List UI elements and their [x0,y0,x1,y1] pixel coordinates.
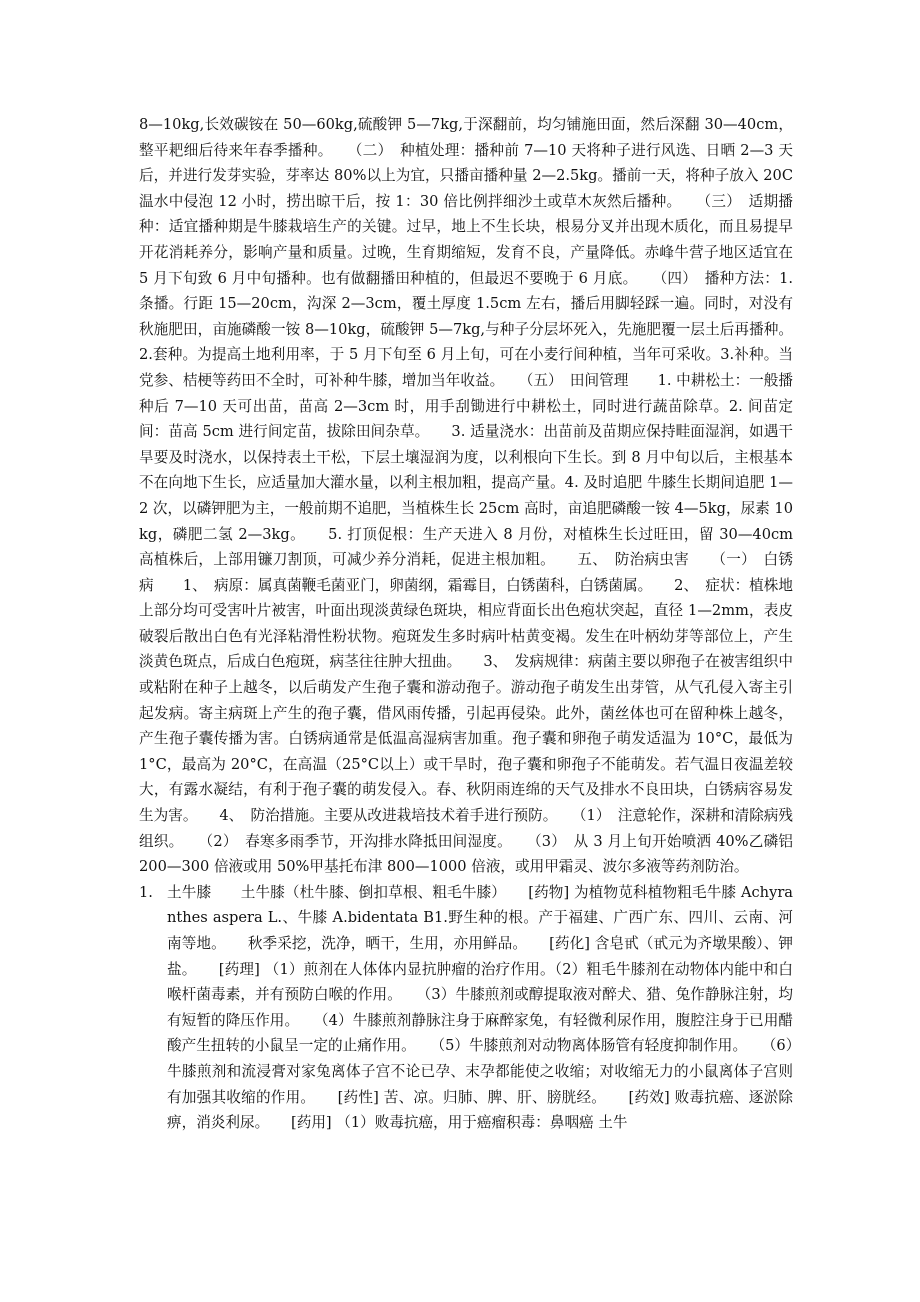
list-item-text: 土牛膝 土牛膝（杜牛膝、倒扣草根、粗毛牛膝） [药物] 为植物苋科植物粗毛牛膝 Achyranthes aspera L.、牛膝 A.bidentata B1.野生种的根。产于福建、广西广东、四川、云南、河南等地。 秋季采挖，洗净，晒干，生用，亦用鲜品。 [药化] 含皂甙（甙元为齐墩果酸）、钾盐。 [药理] （1）煎剂在人体体内显抗肿瘤的治疗作用。（2）粗毛牛膝剂在动物体内能中和白喉杆菌毒素，并有预防白喉的作用。 （3）牛膝煎剂或醇提取液对醉犬、猎、兔作静脉注射，均有短暂的降压作用。 （4）牛膝煎剂静脉注身于麻醉家兔，有轻微利尿作用，腹腔注身于已用醋酸产生扭转的小鼠呈一定的止痛作用。 （5）牛膝煎剂对动物离体肠管有轻度抑制作用。 （6）牛膝煎剂和流浸膏对家兔离体子宫不论已孕、末孕都能使之收缩；对收缩无力的小鼠离体子宫则有加强其收缩的作用。 [药性] 苦、凉。归肺、脾、肝、膀胱经。 [药效] 败毒抗癌、逐淤除痹，消炎利尿。 [药用] （1）败毒抗癌，用于癌瘤积毒：鼻咽癌 土牛 [167,883,793,1132]
main-paragraph: 8—10kg,长效碳铵在 50—60kg,硫酸钾 5—7kg,于深翻前，均匀铺施田面，然后深翻 30—40cm，整平耙细后待来年春季播种。 （二） 种植处理：播种前 7—10 天将种子进行风选、日晒 2—3 天后，并进行发芽实验，芽率达 80%以上为宜，只播亩播种量 2—2.5kg。播前一天，将种子放入 20C 温水中侵泡 12 小时，捞出晾干后，按 1：30 倍比例拌细沙土或草木灰然后播种。 （三） 适期播种：适宜播种期是牛膝栽培生产的关键。过早，地上不生长块，根易分叉并出现木质化，而且易提早开花消耗养分，影响产量和质量。过晚，生育期缩短，发育不良，产量降低。赤峰牛营子地区适宜在 5 月下旬致 6 月中旬播种。也有做翻播田种植的，但最迟不要晚于 6 月底。 （四） 播种方法：1.条播。行距 15—20cm，沟深 2—3cm，覆土厚度 1.5cm 左右，播后用脚轻踩一遍。同时，对没有秋施肥田，亩施磷酸一铵 8—10kg，硫酸钾 5—7kg,与种子分层坏死入，先施肥覆一层土后再播种。2.套种。为提高土地利用率，于 5 月下旬至 6 月上旬，可在小麦行间种植，当年可采收。3.补种。当党参、桔梗等药田不全时，可补种牛膝，增加当年收益。 （五） 田间管理 1. 中耕松土：一般播种后 7—10 天可出苗，苗高 2—3cm 时，用手刮锄进行中耕松土，同时进行蔬苗除草。2. 间苗定间：苗高 5cm 进行间定苗，拔除田间杂草。 3. 适量浇水：出苗前及苗期应保持畦面湿润，如遇干旱要及时浇水，以保持表土干松，下层土壤湿润为度，以利根向下生长。到 8 月中旬以后，主根基本不在向地下生长，应适量加大灌水量，以利主根加粗，提高产量。4. 及时追肥 牛膝生长期间追肥 1—2 次，以磷钾肥为主，一般前期不追肥，当植株生长 25cm 高时，亩追肥磷酸一铵 4—5kg，尿素 10kg，磷肥二氢 2—3kg。 5. 打顶促根：生产天进入 8 月份，对植株生长过旺田，留 30—40cm 高植株后，上部用镰刀割顶，可减少养分消耗，促进主根加粗。 五、 防治病虫害 （一） 白锈病 1、 病原：属真菌鞭毛菌亚门，卵菌纲，霜霉目，白锈菌科，白锈菌属。 2、 症状：植株地上部分均可受害叶片被害，叶面出现淡黄绿色斑块，相应背面长出色疱状突起，直径 1—2mm，表皮破裂后散出白色有光泽粘滑性粉状物。疱斑发生多时病叶枯黄变褐。发生在叶柄幼芽等部位上，产生淡黄色斑点，后成白色疱斑，病茎往往肿大扭曲。 3、 发病规律：病菌主要以卵孢子在被害组织中或粘附在种子上越冬，以后萌发产生孢子囊和游动孢子。游动孢子萌发生出芽管，从气孔侵入寄主引起发病。寄主病斑上产生的孢子囊，借风雨传播，引起再侵染。此外，菌丝体也可在留种株上越冬，产生孢子囊传播为害。白锈病通常是低温高湿病害加重。孢子囊和卵孢子萌发适温为 10°C，最低为 1°C，最高为 20°C，在高温（25°C以上）或干旱时，孢子囊和卵孢子不能萌发。若气温日夜温差较大，有露水凝结，有利于孢子囊的萌发侵入。春、秋阴雨连绵的天气及排水不良田块，白锈病容易发生为害。 4、 防治措施。主要从改进栽培技术着手进行预防。 （1） 注意轮作，深耕和清除病残组织。 （2） 春寒多雨季节，开沟排水降抵田间湿度。 （3） 从 3 月上旬开始喷洒 40%乙磷铝 200—300 倍液或用 50%甲基托布津 800—1000 倍液，或用甲霜灵、波尔多液等药剂防治。 [139,116,793,876]
list-item [139,880,793,1136]
document-body [139,112,793,1136]
list-number: 1. [139,883,153,901]
